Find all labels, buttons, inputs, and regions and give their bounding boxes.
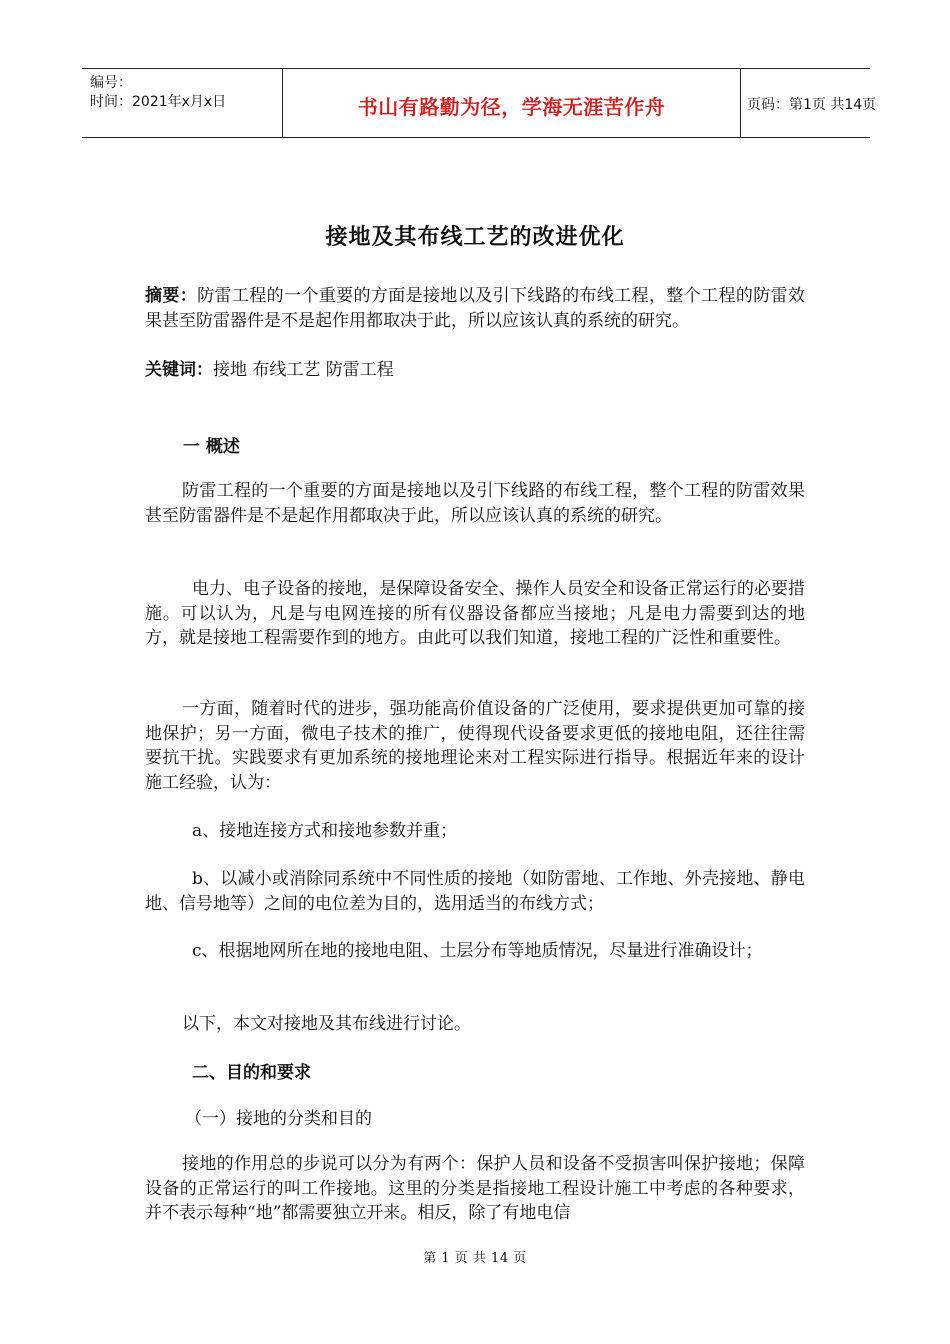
header-table (82, 68, 877, 138)
document-title: 接地及其布线工艺的改进优化 (325, 224, 625, 250)
header-right-cell (740, 69, 877, 137)
subsection-heading-classification: （一）接地的分类和目的 (185, 1109, 372, 1129)
abstract (145, 284, 805, 333)
header-motto-cell (282, 69, 741, 137)
keywords-text: 接地 布线工艺 防雷工程 (213, 360, 394, 380)
keywords (145, 358, 805, 383)
paragraph-1: 防雷工程的一个重要的方面是接地以及引下线路的布线工程，整个工程的防雷效果甚至防雷器件是不是起作用都取决于此，所以应该认真的系统的研究。 (145, 481, 805, 526)
paragraph-4: 以下，本文对接地及其布线进行讨论。 (182, 1014, 471, 1034)
section-heading-overview: 一 概述 (183, 437, 240, 457)
header-left-cell (82, 69, 282, 137)
section-heading-purpose: 二、目的和要求 (192, 1063, 311, 1083)
list-item-a: a、接地连接方式和接地参数并重； (192, 821, 458, 841)
header-motto: 书山有路勤为径，学海无涯苦作舟 (357, 95, 666, 119)
paragraph-5: 接地的作用总的步说可以分为有两个：保护人员和设备不受损害叫保护接地；保障设备的正常运行的叫工作接地。这里的分类是指接地工程设计施工中考虑的各种要求，并不表示每种“地”都需要独立开来。相反，除了有地电信 (145, 1154, 805, 1223)
paragraph-2: 电力、电子设备的接地，是保障设备安全、操作人员安全和设备正常运行的必要措施。可以认为，凡是与电网连接的所有仪器设备都应当接地；凡是电力需要到达的地方，就是接地工程需要作到的地方。由此可以我们知道，接地工程的广泛性和重要性。 (145, 579, 805, 648)
abstract-text: 防雷工程的一个重要的方面是接地以及引下线路的布线工程，整个工程的防雷效果甚至防雷器件是不是起作用都取决于此，所以应该认真的系统的研究。 (145, 286, 806, 331)
time-label: 时间：2021年x月x日 (90, 94, 227, 110)
paragraph-3: 一方面，随着时代的进步，强功能高价值设备的广泛使用，要求提供更加可靠的接地保护；另一方面，微电子技术的推广，使得现代设备要求更低的接地电阻，还往往需要抗干扰。实践要求有更加系统的接地理论来对工程实际进行指导。根据近年来的设计施工经验，认为： (145, 699, 805, 793)
number-label: 编号： (90, 75, 132, 91)
header-page-info: 页码：第1页 共14页 (747, 97, 877, 113)
list-item-b: b、以减小或消除同系统中不同性质的接地（如防雷地、工作地、外壳接地、静电地、信号地等）之间的电位差为目的，选用适当的布线方式； (145, 869, 805, 914)
list-item-c: c、根据地网所在地的接地电阻、土层分布等地质情况，尽量进行准确设计； (192, 941, 763, 961)
page-footer: 第 1 页 共 14 页 (423, 1251, 527, 1266)
abstract-label: 摘要： (145, 286, 198, 306)
keywords-label: 关键词： (145, 360, 213, 380)
